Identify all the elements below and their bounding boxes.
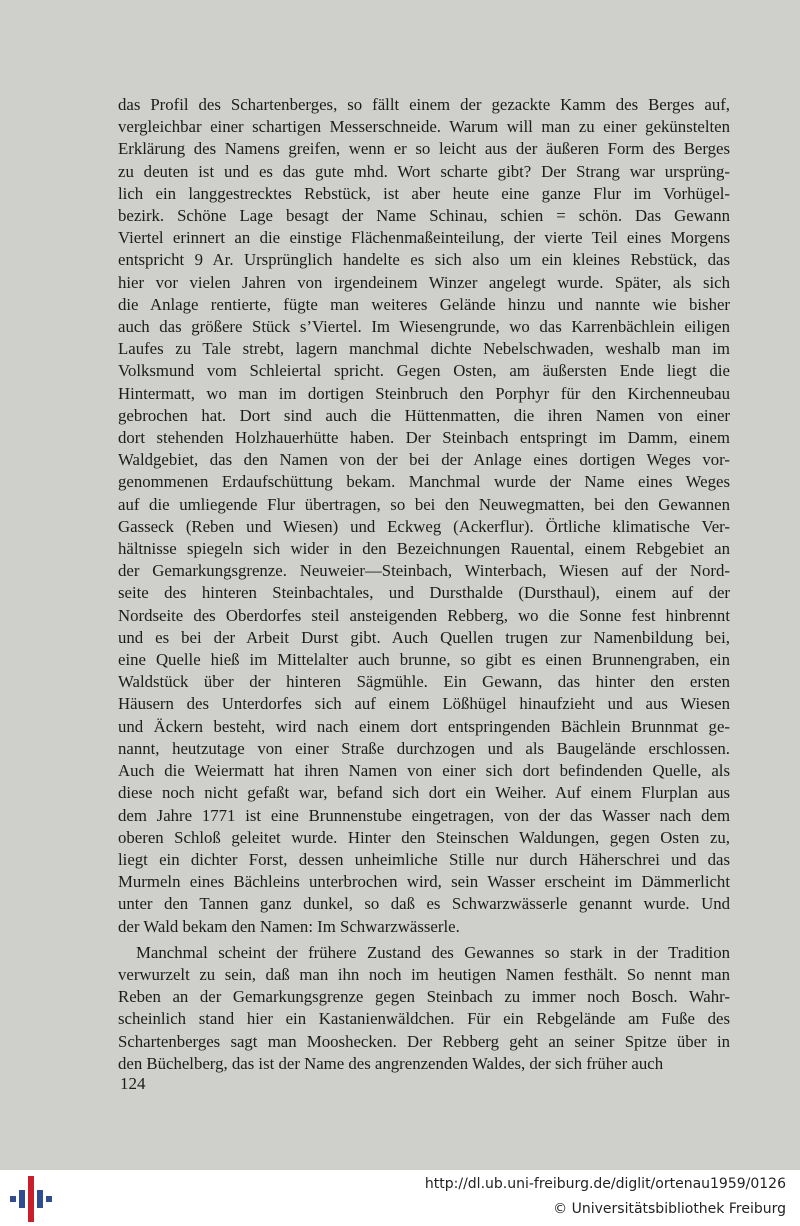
text-line: Schartenberges sagt man Mooshecken. Der Rebberg geht an seiner Spitze über in: [118, 1031, 730, 1051]
text-line: seite des hinteren Steinbachtales, und Dursthalde (Dursthaul), einem auf der: [118, 583, 730, 603]
text-line: auch das größere Stück s’Viertel. Im Wiesengrunde, wo das Karrenbächlein eiligen: [118, 317, 730, 337]
copyright-notice: © Universitätsbibliothek Freiburg: [553, 1201, 786, 1217]
text-line: nannt, heutzutage von einer Straße durchzogen und als Baugelände erschlossen.: [118, 738, 730, 758]
text-line: zu deuten ist und es das gute mhd. Wort scharte gibt? Der Strang war ursprüng-: [118, 161, 730, 181]
body-text: [118, 94, 730, 1075]
text-line: eine Quelle hieß im Mittelalter auch brunne, so gibt es einen Brunnengraben, ein: [118, 650, 730, 670]
text-line: hier vor vielen Jahren von irgendeinem Winzer angelegt wurde. Später, als sich: [118, 272, 730, 292]
text-line: dem Jahre 1771 ist eine Brunnenstube eingetragen, von der das Wasser nach dem: [118, 805, 730, 825]
text-line: Viertel erinnert an die einstige Flächenmaßeinteilung, der vierte Teil eines Morgens: [118, 228, 730, 248]
text-line: der Gemarkungsgrenze. Neuweier—Steinbach, Winterbach, Wiesen auf der Nord-: [118, 561, 730, 581]
text-line: gebrochen hat. Dort sind auch die Hüttenmatten, die ihren Namen von einer: [118, 405, 730, 425]
viewer-footer: [0, 1170, 800, 1226]
text-line: Hintermatt, wo man im dortigen Steinbruch den Porphyr für den Kirchenneubau: [118, 383, 730, 403]
text-line: und Äckern besteht, wird nach einem dort entspringenden Bächlein Brunnmat ge-: [118, 716, 730, 736]
text-line: das Profil des Schartenberges, so fällt einem der gezackte Kamm des Berges auf,: [118, 95, 730, 114]
text-line: und es bei der Arbeit Durst gibt. Auch Quellen trugen zur Namenbildung bei,: [118, 627, 730, 647]
text-line: Volksmund vom Schleiertal spricht. Gegen Osten, am äußersten Ende liegt die: [118, 361, 730, 381]
page-number: 124: [120, 1074, 146, 1093]
paragraph-2: [118, 942, 730, 1075]
text-line: Manchmal scheint der frühere Zustand des Gewannes so stark in der Tradition: [136, 942, 730, 962]
text-line: liegt ein dichter Forst, dessen unheimliche Stille nur durch Häherschrei und das: [118, 849, 730, 869]
text-line: Auch die Weiermatt hat ihren Namen von einer sich dort befindenden Quelle, als: [118, 761, 730, 781]
text-line: hältnisse spiegeln sich wider in den Bezeichnungen Rauental, einem Rebgebiet an: [118, 539, 730, 559]
text-line: entspricht 9 Ar. Ursprünglich handelte es sich also um ein kleines Rebstück, das: [118, 250, 730, 270]
text-line: vergleichbar einer schartigen Messerschneide. Warum will man zu einer gekünstelten: [118, 117, 730, 137]
text-line: Reben an der Gemarkungsgrenze gegen Steinbach zu immer noch Bosch. Wahr-: [118, 987, 730, 1007]
text-line: dort stehenden Holzhauerhütte haben. Der Steinbach entspringt im Damm, einem: [118, 428, 730, 448]
text-line: auf die umliegende Flur übertragen, so bei den Neuwegmatten, bei den Gewannen: [118, 494, 730, 514]
text-line: Nordseite des Oberdorfes steil ansteigenden Rebberg, wo die Sonne fest hinbrennt: [118, 605, 730, 625]
text-line: unter den Tannen ganz dunkel, so daß es Schwarzwässerle genannt wurde. Und: [118, 894, 730, 914]
university-library-logo-icon: [10, 1176, 52, 1222]
text-line: Erklärung des Namens greifen, wenn er so leicht aus der äußeren Form des Berges: [118, 139, 730, 159]
text-line: lich ein langgestrecktes Rebstück, ist aber heute eine ganze Flur im Vorhügel-: [118, 183, 730, 203]
text-line: Gasseck (Reben und Wiesen) und Eckweg (Ackerflur). Örtliche klimatische Ver-: [118, 516, 730, 536]
text-line: Murmeln eines Bächleins unterbrochen wird, sein Wasser erscheint im Dämmerlicht: [118, 872, 730, 892]
text-line: die Anlage rentierte, fügte man weiteres Gelände hinzu und nannte wie bisher: [118, 294, 730, 314]
permalink-link[interactable]: http://dl.ub.uni-freiburg.de/diglit/ortenau1959/0126: [424, 1176, 786, 1192]
text-line: scheinlich stand hier ein Kastanienwäldchen. Für ein Rebgelände am Fuße des: [118, 1009, 730, 1029]
text-line: oberen Schloß geleitet wurde. Hinter den Steinschen Waldungen, gegen Osten zu,: [118, 827, 730, 847]
text-line: Häusern des Unterdorfes sich auf einem Lößhügel hinaufzieht und aus Wiesen: [118, 694, 730, 714]
text-line: diese noch nicht gefaßt war, befand sich dort ein Weiher. Auf einem Flurplan aus: [118, 783, 730, 803]
text-line: Laufes zu Tale strebt, lagern manchmal dichte Nebelschwaden, weshalb man im: [118, 339, 730, 359]
text-line: der Wald bekam den Namen: Im Schwarzwässerle.: [118, 916, 460, 936]
text-line: verwurzelt zu sein, daß man ihn noch im heutigen Namen festhält. So nennt man: [118, 964, 730, 984]
paragraph-1: [118, 94, 730, 938]
text-line: Waldgebiet, das den Namen von der bei der Anlage eines dortigen Weges vor-: [118, 450, 730, 470]
text-line: genommenen Erdaufschüttung bekam. Manchmal wurde der Name eines Weges: [118, 472, 730, 492]
text-line: Waldstück über der hinteren Sägmühle. Ein Gewann, das hinter den ersten: [118, 672, 730, 692]
text-line: bezirk. Schöne Lage besagt der Name Schinau, schien = schön. Das Gewann: [118, 206, 730, 226]
text-line: den Büchelberg, das ist der Name des angrenzenden Waldes, der sich früher auch: [118, 1053, 664, 1073]
